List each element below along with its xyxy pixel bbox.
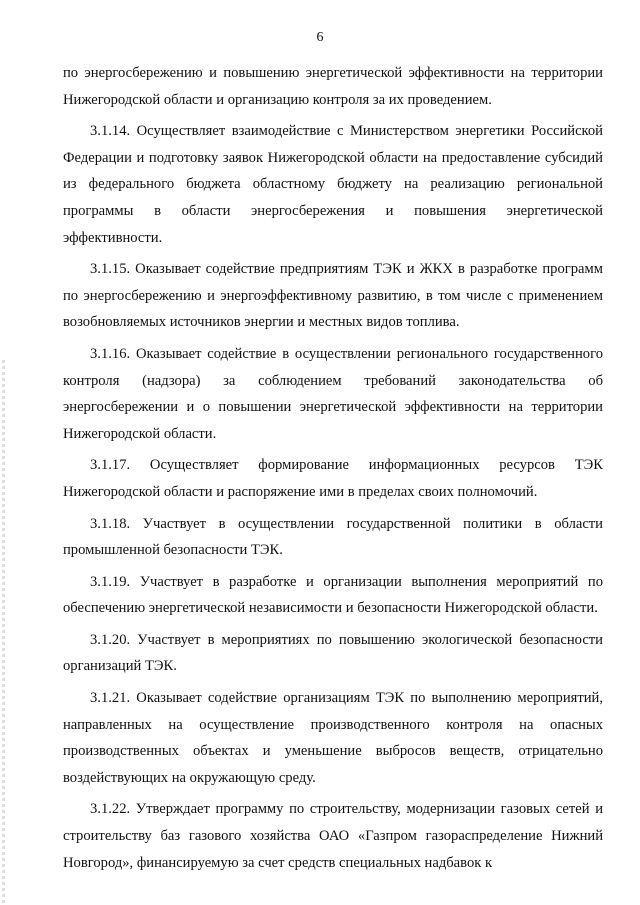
scan-edge-artifact	[2, 360, 5, 905]
paragraph-3-1-22: 3.1.22. Утверждает программу по строительству, модернизации газовых сетей и строительству баз газового хозяйства ОАО «Газпром газораспределение Нижний Новгород», финансируемую за счет средств специальных надбавок к	[63, 801, 603, 871]
paragraph-3-1-18: 3.1.18. Участвует в осуществлении государственной политики в области промышленной безопасности ТЭК.	[63, 515, 603, 559]
paragraph-3-1-20: 3.1.20. Участвует в мероприятиях по повышению экологической безопасности организаций ТЭК.	[63, 631, 603, 675]
document-body	[63, 60, 603, 881]
paragraph-3-1-14: 3.1.14. Осуществляет взаимодействие с Министерством энергетики Российской Федерации и подготовку заявок Нижегородской области на предоставление субсидий из федерального бюджета областному бюджету на реализацию региональной программы в области энергосбережения и повышения энергетической эффективности.	[63, 123, 603, 246]
paragraph-3-1-15: 3.1.15. Оказывает содействие предприятиям ТЭК и ЖКХ в разработке программ по энергосбережению и энергоэффективному развитию, в том числе с применением возобновляемых источников энергии и местных видов топлива.	[63, 261, 603, 331]
paragraph-continuation: по энергосбережению и повышению энергетической эффективности на территории Нижегородской области и организацию контроля за их проведением.	[63, 65, 603, 108]
page-number: 6	[316, 30, 324, 45]
paragraph-3-1-21: 3.1.21. Оказывает содействие организациям ТЭК по выполнению мероприятий, направленных на осуществление производственного контроля на опасных производственных объектах и уменьшение выбросов веществ, отрицательно воздействующих на окружающую среду.	[63, 690, 603, 786]
paragraph-3-1-19: 3.1.19. Участвует в разработке и организации выполнения мероприятий по обеспечению энергетической независимости и безопасности Нижегородской области.	[63, 573, 603, 617]
paragraph-3-1-17: 3.1.17. Осуществляет формирование информационных ресурсов ТЭК Нижегородской области и распоряжение ими в пределах своих полномочий.	[63, 457, 603, 500]
paragraph-3-1-16: 3.1.16. Оказывает содействие в осуществлении регионального государственного контроля (надзора) за соблюдением требований законодательства об энергосбережении и о повышении энергетической эффективности на территории Нижегородской области.	[63, 345, 603, 442]
